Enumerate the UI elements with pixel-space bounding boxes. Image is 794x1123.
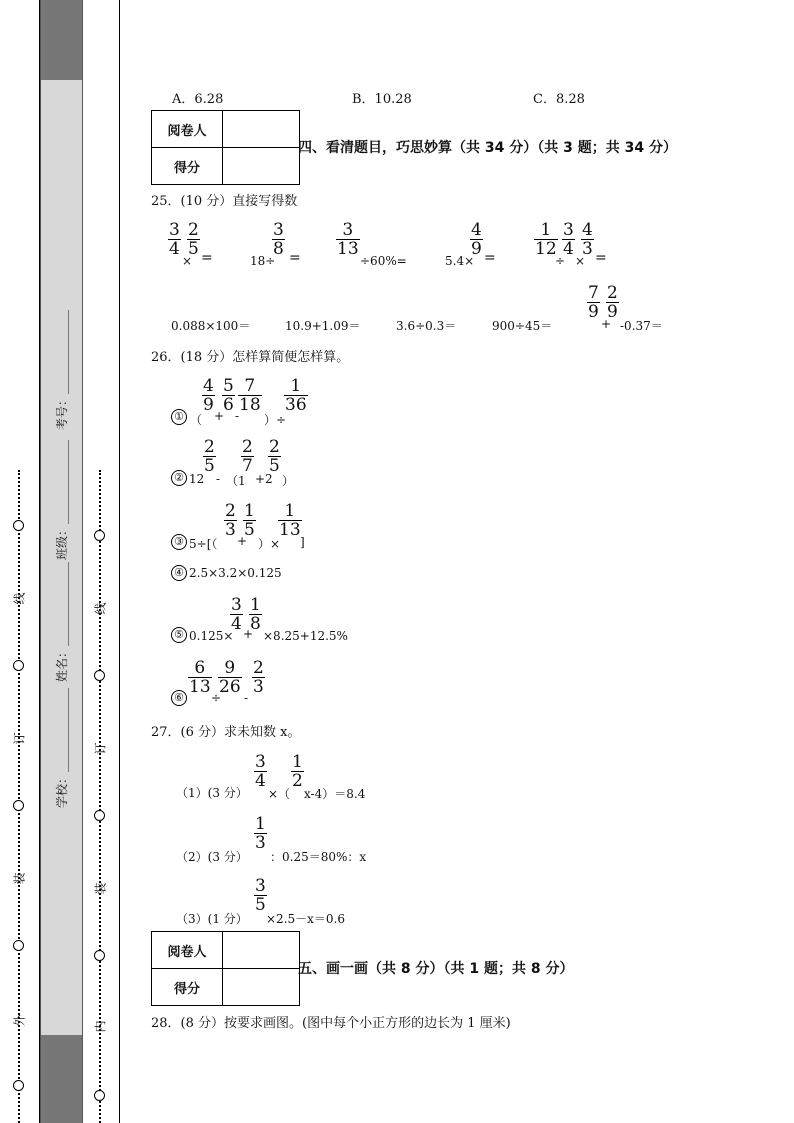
margin-label: 外 bbox=[12, 1014, 27, 1027]
score-table bbox=[151, 931, 300, 1006]
option-c: C．8.28 bbox=[533, 92, 585, 107]
q25-expr-9: 900÷45＝ bbox=[492, 319, 553, 333]
margin-label: 装 bbox=[93, 882, 108, 895]
grader-cell[interactable] bbox=[223, 932, 300, 969]
margin-label: 线 bbox=[12, 592, 27, 605]
q26-title: 26．(18 分）怎样算简便怎样算。 bbox=[151, 350, 350, 365]
q25-expr-8: 3.6÷0.3＝ bbox=[396, 319, 457, 333]
field-name: 姓名：______________ bbox=[55, 561, 69, 682]
section-heading-5: 五、画一画（共 8 分）（共 1 题；共 8 分） bbox=[298, 961, 574, 977]
q25-expr-6: 0.088×100＝ bbox=[171, 319, 251, 333]
score-cell[interactable] bbox=[223, 969, 300, 1006]
margin-label: 线 bbox=[93, 602, 108, 615]
margin-label: 装 bbox=[12, 872, 27, 885]
q27-title: 27．(6 分）求未知数 x。 bbox=[151, 725, 301, 740]
score-label: 得分 bbox=[152, 148, 223, 185]
option-b: B．10.28 bbox=[352, 92, 412, 107]
margin-label: 订 bbox=[93, 742, 108, 755]
field-class: 班级：______________ bbox=[55, 439, 69, 560]
field-school: 学校：______________ bbox=[55, 687, 69, 808]
grader-label: 阅卷人 bbox=[152, 932, 223, 969]
margin-label: 订 bbox=[12, 732, 27, 745]
field-exam-no: 考号：______________ bbox=[55, 309, 69, 430]
option-a: A．6.28 bbox=[172, 92, 224, 107]
grader-cell[interactable] bbox=[223, 111, 300, 148]
section-heading-4: 四、看清题目，巧思妙算（共 34 分）（共 3 题；共 34 分） bbox=[298, 140, 677, 156]
score-table bbox=[151, 110, 300, 185]
grader-label: 阅卷人 bbox=[152, 111, 223, 148]
score-label: 得分 bbox=[152, 969, 223, 1006]
margin-label: 内 bbox=[93, 1020, 108, 1033]
q25-expr-7: 10.9+1.09＝ bbox=[285, 319, 361, 333]
q25-title: 25．(10 分）直接写得数 bbox=[151, 194, 298, 209]
score-cell[interactable] bbox=[223, 148, 300, 185]
q28-title: 28．(8 分）按要求画图。(图中每个小正方形的边长为 1 厘米) bbox=[151, 1016, 511, 1031]
